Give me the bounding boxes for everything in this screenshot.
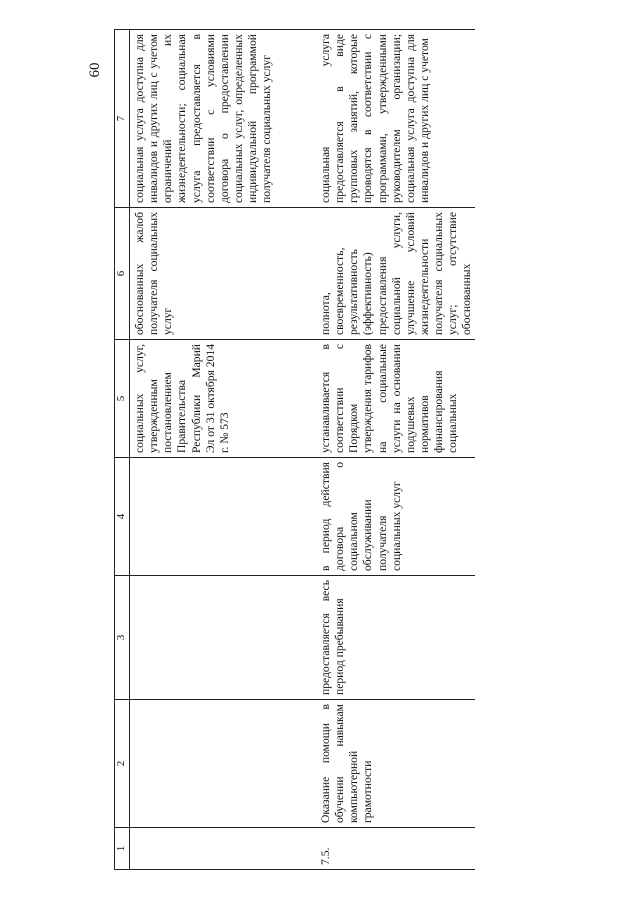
cell-service-name: Оказание помощи в обучении навыкам компьютерной грамотности xyxy=(303,700,475,828)
cell-quality-indicators: полнота, своевременность, результативность (эффективность) предоставления социальной услуги, улучшение условий жизнедеятельности получателя социальных услуг; отсутствие обоснованных xyxy=(303,208,475,340)
cell-number xyxy=(130,828,304,870)
col-header-1: 1 xyxy=(115,828,130,870)
cell-conditions: социальная услуга предоставляется в виде групповых занятий, которые проводятся в соответствии с программами, утвержденными руководителем организации; социальная услуга доступна для инвалидов и других лиц с учетом xyxy=(303,30,475,208)
cell-number: 7.5. xyxy=(303,828,475,870)
column-number-row xyxy=(115,30,130,870)
table-row xyxy=(303,30,475,870)
cell-tariff: социальных услуг, утвержденным постановлением Правительства Республики Марий Эл от 31 октября 2014 г. № 573 xyxy=(130,340,304,458)
col-header-5: 5 xyxy=(115,340,130,458)
col-header-7: 7 xyxy=(115,30,130,208)
cell-tariff: устанавливается в соответствии с Порядком утверждения тарифов на социальные услуги на основании подушевых нормативов финансирования социальных xyxy=(303,340,475,458)
cell-volume: предоставляется весь период пребывания xyxy=(303,576,475,700)
col-header-3: 3 xyxy=(115,576,130,700)
cell-term xyxy=(130,458,304,576)
cell-service-name xyxy=(130,700,304,828)
services-table xyxy=(114,29,475,870)
cell-term: в период действия договора о социальном обслуживании получателя социальных услуг xyxy=(303,458,475,576)
table-row xyxy=(130,30,304,870)
rotated-table-sheet xyxy=(114,30,640,870)
col-header-2: 2 xyxy=(115,700,130,828)
col-header-6: 6 xyxy=(115,208,130,340)
cell-volume xyxy=(130,576,304,700)
page-number: 60 xyxy=(87,62,103,78)
col-header-4: 4 xyxy=(115,458,130,576)
cell-quality-indicators: обоснованных жалоб получателя социальных услуг xyxy=(130,208,304,340)
cell-conditions: социальная услуга доступна для инвалидов и других лиц с учетом ограничений их жизнедеятельности; социальная услуга предоставляется в соответствии с условиями договора о предоставлении социальных услуг, определенных индивидуальной программой получателя социальных услуг xyxy=(130,30,304,208)
